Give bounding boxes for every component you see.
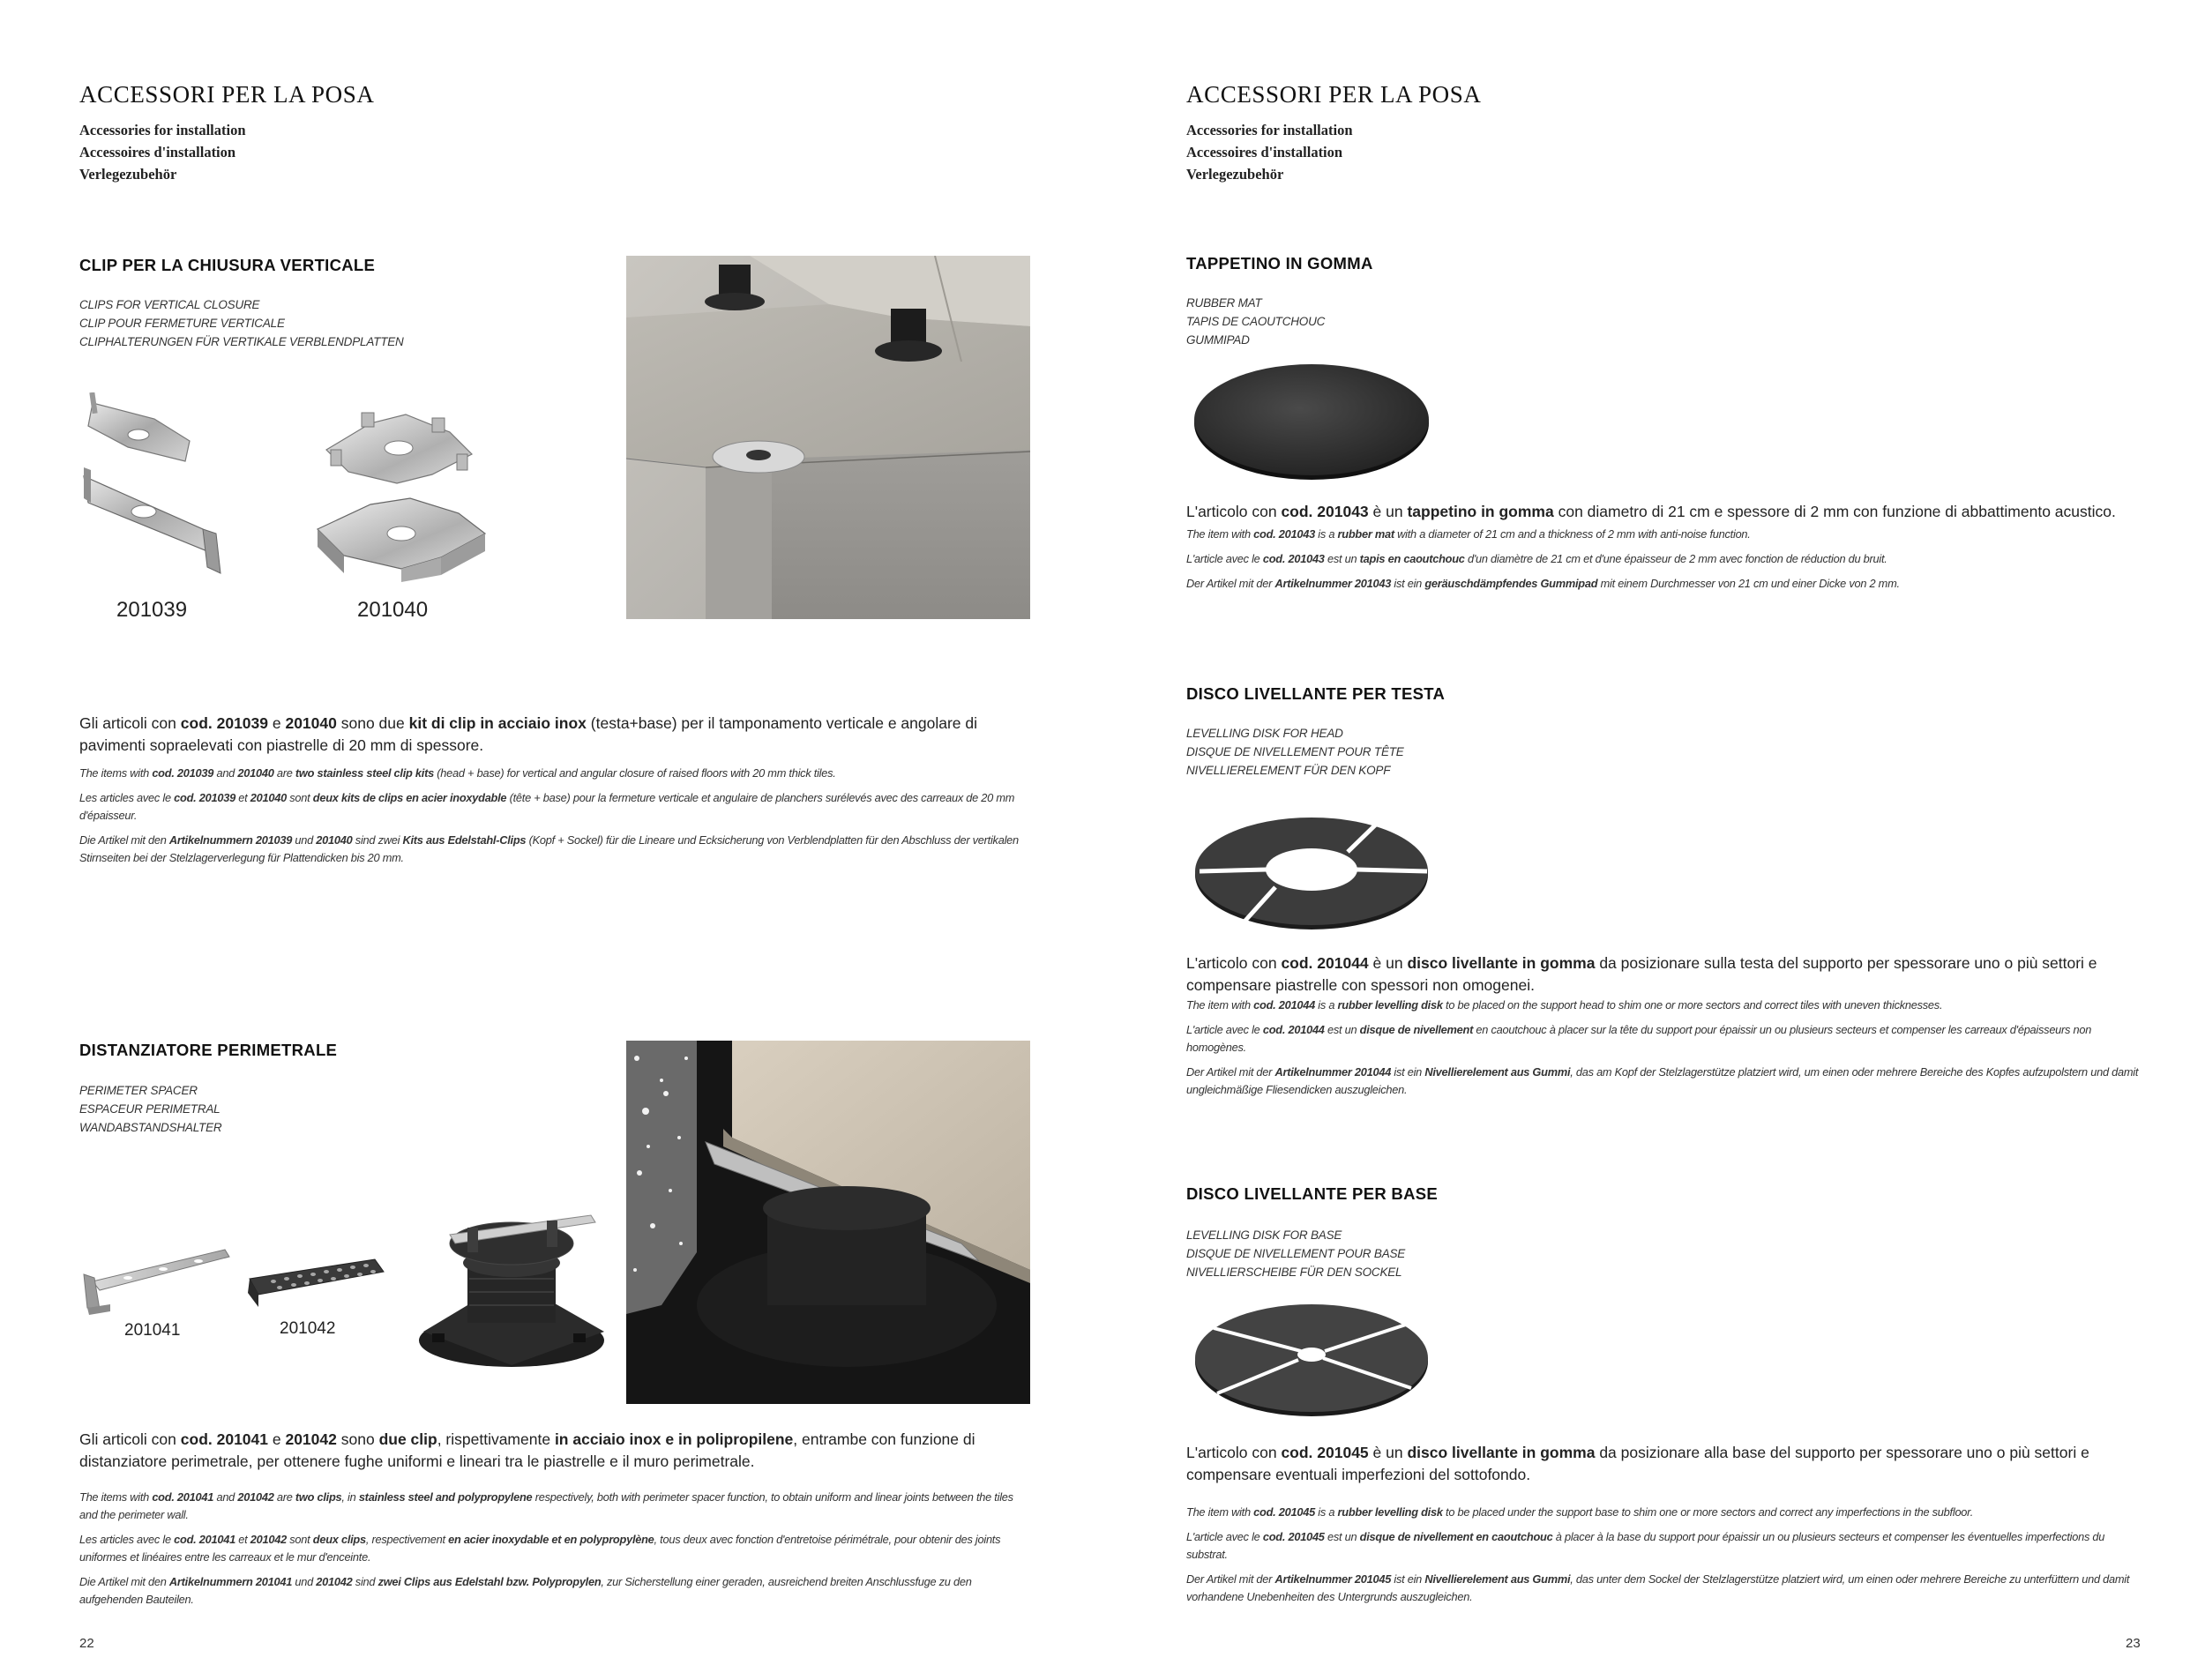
mat-description-en: The item with cod. 201043 is a rubber mat with a diameter of 21 cm and a thickness of 2 mm with anti-noise function.	[1186, 527, 1751, 541]
clip-description-it: Gli articoli con cod. 201039 e 201040 sono due kit di clip in acciaio inox (testa+base) per il tamponamento verticale e angolare di pavimenti sopraelevati con piastrelle di 20 mm di spessore.	[79, 714, 978, 754]
subtitle-en: CLIPS FOR VERTICAL CLOSURE	[79, 298, 260, 311]
subtitle-en: Accessories for installation	[79, 122, 246, 138]
base-disk-description-fr: L'article avec le cod. 201045 est un disque de nivellement en caoutchouc à placer à la base du support pour épaissir un ou plusieurs secteurs et compenser les éventuelles imperfections du substrat.	[1186, 1530, 2105, 1561]
clip-201040-image	[309, 406, 494, 582]
product-code-201040: 201040	[357, 598, 429, 622]
mat-description-de: Der Artikel mit der Artikelnummer 201043 ist ein geräuschdämpfendes Gummipad mit einem Durchmesser von 21 cm und einer Dicke von 2 mm.	[1186, 577, 1900, 590]
clip-201039-image	[75, 392, 229, 578]
section-title-base-disk: DISCO LIVELLANTE PER BASE	[1186, 1184, 1439, 1203]
clip-description-fr: Les articles avec le cod. 201039 et 201040 sont deux kits de clips en acier inoxydable (tête + base) pour la fermeture verticale et angulaire de planchers surélevés avec des carreaux de 20 mm d'épaisseur.	[79, 791, 1015, 822]
rubber-mat-image	[1191, 360, 1433, 483]
section-subtitles-spacer	[79, 1081, 221, 1137]
subtitle-en: Accessories for installation	[1186, 122, 1353, 138]
mat-description-it: L'articolo con cod. 201043 è un tappetino in gomma con diametro di 21 cm e spessore di 2 mm con funzione di abbattimento acustico.	[1186, 503, 2116, 520]
subtitle-de: NIVELLIERELEMENT FÜR DEN KOPF	[1186, 764, 1391, 777]
section-subtitles-head-disk	[1186, 724, 1404, 780]
spacer-201041-image	[75, 1239, 234, 1318]
head-disk-description-de: Der Artikel mit der Artikelnummer 201044 ist ein Nivellierelement aus Gummi, das am Kopf der Stelzlagerstütze platziert wird, um einen oder mehrere Bereiche des Kopfes aufzupolstern und damit ungleichmäßige Fliesendicken auszugleichen.	[1186, 1065, 2139, 1096]
spacer-installation-photo	[626, 1041, 1030, 1404]
product-code-201039: 201039	[116, 598, 188, 622]
subtitle-de: WANDABSTANDSHALTER	[79, 1121, 222, 1134]
section-title-clip: CLIP PER LA CHIUSURA VERTICALE	[79, 256, 376, 274]
left-page	[0, 0, 1102, 1680]
head-disk-description-fr: L'article avec le cod. 201044 est un disque de nivellement en caoutchouc à placer sur la tête du support pour épaissir un ou plusieurs secteurs et compenser les carreaux d'épaisseurs non homogènes.	[1186, 1023, 2092, 1054]
page-title: ACCESSORI PER LA POSA	[1186, 81, 1482, 108]
clip-description-en: The items with cod. 201039 and 201040 are two stainless steel clip kits (head + base) for vertical and angular closure of raised floors with 20 mm thick tiles.	[79, 766, 836, 780]
product-code-201041: 201041	[124, 1321, 181, 1340]
subtitle-de: CLIPHALTERUNGEN FÜR VERTIKALE VERBLENDPLATTEN	[79, 335, 404, 348]
base-disk-description-en: The item with cod. 201045 is a rubber levelling disk to be placed under the support base to shim one or more sectors and correct any imperfections in the subfloor.	[1186, 1505, 1974, 1519]
subtitle-fr: TAPIS DE CAOUTCHOUC	[1186, 315, 1326, 328]
section-title-head-disk: DISCO LIVELLANTE PER TESTA	[1186, 684, 1446, 703]
product-code-201042: 201042	[280, 1319, 336, 1338]
mat-description-translations	[1186, 526, 2139, 600]
clip-description-translations	[79, 765, 1032, 874]
mat-description-fr: L'article avec le cod. 201043 est un tapis en caoutchouc d'un diamètre de 21 cm et d'une épaisseur de 2 mm avec fonction de réduction du bruit.	[1186, 552, 1887, 565]
clip-installation-photo	[626, 256, 1030, 619]
head-disk-description-en: The item with cod. 201044 is a rubber levelling disk to be placed on the support head to shim one or more sectors and correct tiles with uneven thicknesses.	[1186, 998, 1943, 1012]
subtitle-fr: Accessoires d'installation	[1186, 144, 1343, 161]
subtitle-de: Verlegezubehör	[1186, 166, 1284, 183]
section-subtitles-clip	[79, 295, 404, 351]
base-disk-description-de: Der Artikel mit der Artikelnummer 201045 ist ein Nivellierelement aus Gummi, das unter dem Sockel der Stelzlagerstütze platziert wird, um einen oder mehrere Bereiche zu unterfüttern und damit vorhandene Unebenheiten des Untergrunds auszugleichen.	[1186, 1572, 2130, 1603]
subtitle-de: NIVELLIERSCHEIBE FÜR DEN SOCKEL	[1186, 1266, 1402, 1279]
spacer-description-fr: Les articles avec le cod. 201041 et 201042 sont deux clips, respectivement en acier inoxydable et en polypropylène, tous deux avec fonction d'entretoise périmétrale, pour obtenir des joints uniformes et linéaires entre les carreaux et le mur d'enceinte.	[79, 1533, 1001, 1564]
base-disk-description-translations	[1186, 1504, 2139, 1613]
support-pedestal-image	[415, 1208, 617, 1371]
spacer-description-translations	[79, 1489, 1032, 1616]
head-disk-description-translations	[1186, 997, 2139, 1106]
page-number: 23	[2126, 1636, 2141, 1651]
head-disk-image	[1191, 810, 1433, 933]
base-disk-image	[1191, 1296, 1433, 1420]
page-title: ACCESSORI PER LA POSA	[79, 81, 375, 108]
section-title-spacer: DISTANZIATORE PERIMETRALE	[79, 1041, 338, 1059]
subtitle-fr: CLIP POUR FERMETURE VERTICALE	[79, 317, 285, 330]
section-subtitles-mat	[1186, 294, 1325, 349]
subtitle-fr: DISQUE DE NIVELLEMENT POUR BASE	[1186, 1247, 1406, 1260]
page-number: 22	[79, 1636, 94, 1651]
subtitle-de: GUMMIPAD	[1186, 333, 1250, 347]
section-title-mat: TAPPETINO IN GOMMA	[1186, 254, 1373, 273]
spacer-description-de: Die Artikel mit den Artikelnummern 201041 und 201042 sind zwei Clips aus Edelstahl bzw. Polypropylen, zur Sicherstellung einer geraden, ausreichend breiten Anschlussfuge zu den aufgehenden Bauteilen.	[79, 1575, 972, 1606]
page-header	[1186, 81, 1481, 185]
spacer-description-it: Gli articoli con cod. 201041 e 201042 sono due clip, rispettivamente in acciaio inox e in polipropilene, entrambe con funzione di distanziatore perimetrale, per ottenere fughe uniformi e lineari tra le piastrelle e il muro perimetrale.	[79, 1430, 975, 1470]
clip-description-de: Die Artikel mit den Artikelnummern 201039 und 201040 sind zwei Kits aus Edelstahl-Clips (Kopf + Sockel) für die Lineare und Ecksicherung von Verblendplatten für den Abschluss der vertikalen Stirnseiten bei der Stelzlagerverlegung für Plattendicken bis 20 mm.	[79, 833, 1019, 864]
subtitle-en: PERIMETER SPACER	[79, 1084, 198, 1097]
base-disk-description-it: L'articolo con cod. 201045 è un disco livellante in gomma da posizionare alla base del supporto per spessorare uno o più settori e compensare eventuali imperfezioni del sottofondo.	[1186, 1444, 2089, 1483]
subtitle-en: LEVELLING DISK FOR HEAD	[1186, 727, 1343, 740]
right-page	[1102, 0, 2205, 1680]
spacer-description-en: The items with cod. 201041 and 201042 are two clips, in stainless steel and polypropylene respectively, both with perimeter spacer function, to obtain uniform and linear joints between the tiles and the perimeter wall.	[79, 1490, 1013, 1521]
subtitle-en: RUBBER MAT	[1186, 296, 1262, 310]
subtitle-de: Verlegezubehör	[79, 166, 177, 183]
subtitle-fr: DISQUE DE NIVELLEMENT POUR TÊTE	[1186, 745, 1404, 758]
page-header	[79, 81, 374, 185]
head-disk-description-it: L'articolo con cod. 201044 è un disco livellante in gomma da posizionare sulla testa del supporto per spessorare uno o più settori e compensare piastrelle con spessori non omogenei.	[1186, 954, 2097, 994]
spacer-201042-image	[243, 1252, 388, 1314]
subtitle-fr: ESPACEUR PERIMETRAL	[79, 1102, 220, 1116]
section-subtitles-base-disk	[1186, 1226, 1405, 1281]
subtitle-en: LEVELLING DISK FOR BASE	[1186, 1228, 1342, 1242]
subtitle-fr: Accessoires d'installation	[79, 144, 236, 161]
